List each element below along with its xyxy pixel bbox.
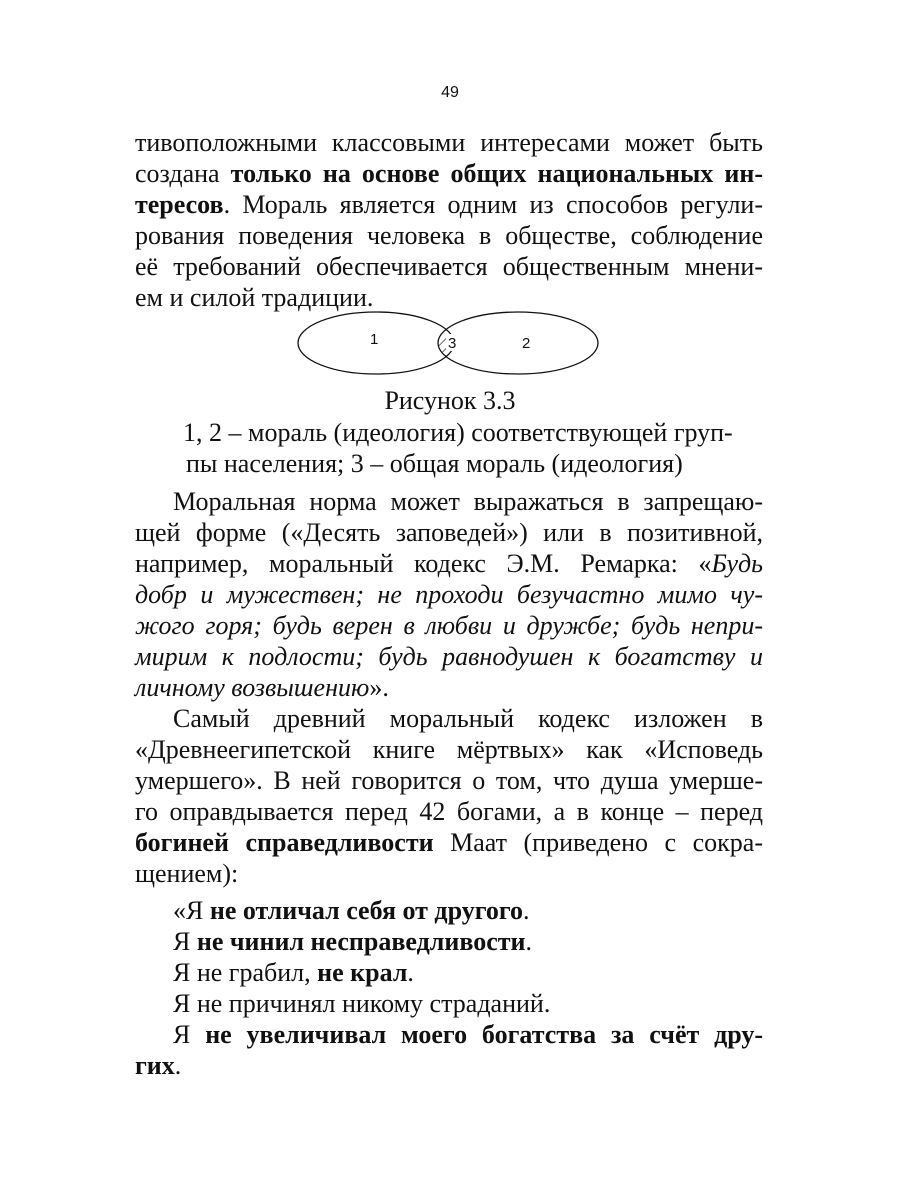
italic-quote-line-4: добр и мужествен; не проходи безучастно мимо чу- [135, 580, 763, 609]
quote-line-6-end: . [174, 1051, 182, 1080]
para3-line-5 [135, 827, 763, 858]
quote-line-4: Я не причинял никому страданий. [173, 989, 551, 1018]
quote-line-5 [135, 1020, 763, 1051]
para1-line-6: ем и силой традиции. [135, 283, 374, 312]
para1-line-3 [135, 189, 763, 220]
legend-line-1: 1, 2 – мораль (идеология) соответствующей груп- [183, 418, 733, 447]
quote-line-2-bold: не чинил несправедливости [196, 927, 526, 956]
para3-line-4: го оправдывается перед 42 богами, а в конце – перед [135, 797, 763, 826]
para2-line-5 [135, 610, 763, 641]
paragraph-1 [135, 127, 763, 313]
para2-line-1: Моральная норма может выражаться в запрещаю- [173, 487, 763, 516]
para1-line-1: тивоположными классовыми интересами может быть [135, 128, 763, 157]
legend-line-2: пы населения; 3 – общая мораль (идеология) [186, 449, 683, 478]
italic-quote-line-5: жого горя; будь верен в любви и дружбе; будь непри- [135, 611, 763, 640]
quote-line-2-end: . [525, 927, 532, 956]
quote-line-6 [135, 1051, 763, 1082]
para2-line-3 [135, 548, 763, 579]
para1-line-4: рования поведения человека в обществе, соблюдение [135, 221, 763, 250]
quote-line-6-bold: гих [135, 1051, 175, 1080]
quote-line-3-bold: не крал [317, 958, 408, 987]
para1-line-3-text: . Мораль является одним из способов регули- [223, 190, 763, 219]
bold-phrase-national-interests: только на основе общих национальных ин- [230, 159, 763, 188]
bold-phrase-goddess-justice: богиней справедливости [135, 828, 434, 857]
paragraph-3 [135, 703, 763, 889]
para1-line-2 [135, 158, 763, 189]
quote-line-2-lead: Я [173, 927, 197, 956]
figure-legend [183, 417, 763, 479]
quote-line-1-end: . [523, 896, 530, 925]
para3-line-1: Самый древний моральный кодекс изложен в [173, 704, 763, 733]
confession-quote [135, 896, 763, 1082]
para2-line-2: щей форме («Десять заповедей») или в позитивной, [135, 518, 763, 547]
para2-line-7-text: ». [369, 673, 389, 702]
figure-caption: Рисунок 3.3 [384, 386, 516, 415]
venn-label-1: 1 [370, 331, 379, 348]
quote-line-1-lead: «Я [173, 896, 210, 925]
venn-label-2: 2 [522, 335, 531, 352]
quote-line-2 [135, 927, 763, 958]
page-number: 49 [441, 84, 459, 101]
quote-line-5-bold: не увеличивал моего богатства за счёт дру- [205, 1020, 764, 1049]
ellipse-group-2 [438, 312, 598, 374]
para2-line-4 [135, 579, 763, 610]
para2-line-7 [135, 672, 763, 703]
para2-line-6 [135, 641, 763, 672]
para3-line-3: умершего». В ней говорится о том, что душа умерше- [135, 766, 763, 795]
quote-line-1 [135, 896, 763, 927]
para3-line-5-text: Маат (приведено с сокра- [433, 828, 763, 857]
para2-line-3-text: например, моральный кодекс Э.М. Ремарка: « [135, 549, 712, 578]
quote-line-5-lead: Я [173, 1020, 206, 1049]
italic-quote-end: личному возвышению [135, 673, 370, 702]
para1-line-2-text: создана [135, 159, 231, 188]
venn-label-3: 3 [448, 335, 457, 352]
paragraph-2 [135, 486, 763, 703]
para3-line-6: щением): [135, 859, 239, 888]
para1-line-5: её требований обеспечивается общественным мнени- [135, 252, 763, 281]
para3-line-2: «Древнеегипетской книге мёртвых» как «Исповедь [135, 735, 763, 764]
quote-line-3 [135, 958, 763, 989]
italic-quote-start: Будь [711, 549, 763, 578]
italic-quote-line-6: мирим к подлости; будь равнодушен к богатству и [135, 642, 763, 671]
quote-line-1-bold: не отличал себя от другого [209, 896, 524, 925]
quote-line-3-end: . [407, 958, 414, 987]
bold-phrase-interests-end: тересов [135, 190, 224, 219]
venn-diagram [296, 310, 600, 376]
quote-line-3-lead: Я не грабил, [173, 958, 318, 987]
